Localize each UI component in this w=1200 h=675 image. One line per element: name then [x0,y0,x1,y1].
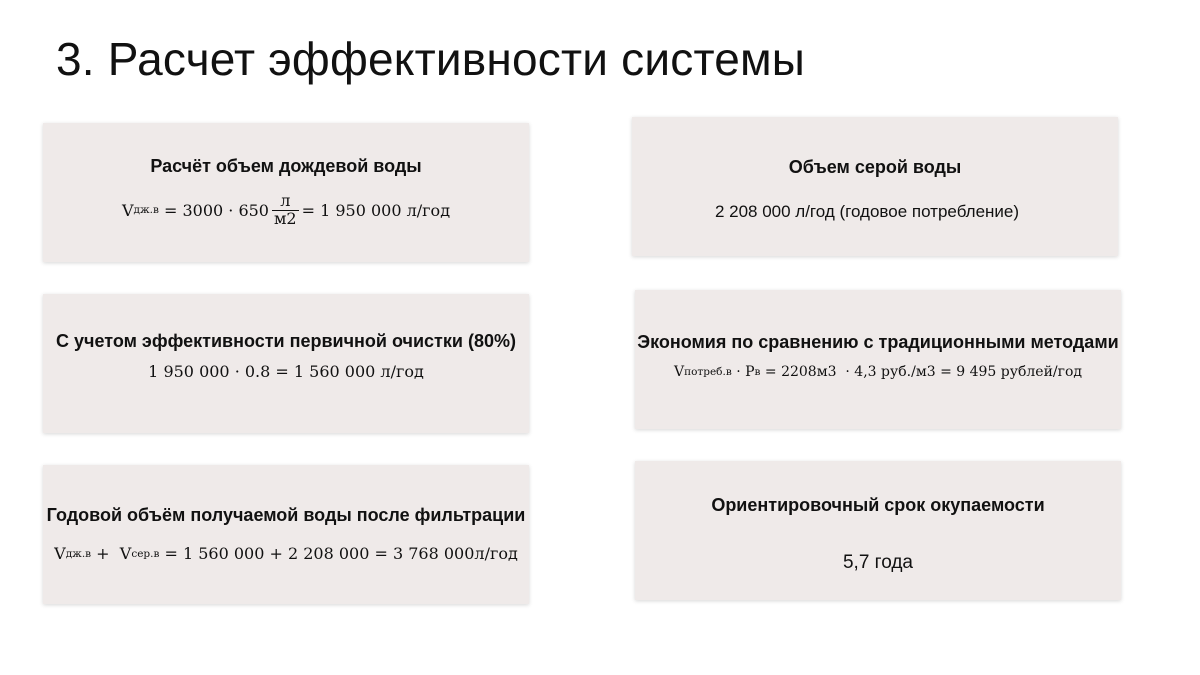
formula-symbol: V [673,364,685,380]
formula-symbol: V [121,200,134,220]
card-gray-water [632,117,1118,256]
formula-symbol: V [54,544,66,563]
formula-subscript: дж.в [65,547,92,560]
card-heading: Ориентировочный срок окупаемости [711,495,1045,515]
fraction-denominator: м2 [273,208,297,228]
savings-formula [674,364,1082,380]
card-heading: С учетом эффективности первичной очистки (80%) [56,331,516,351]
card-payback [635,461,1121,600]
rainwater-formula [122,193,450,228]
card-rainwater-volume [43,123,529,262]
card-heading: Объем серой воды [788,157,962,177]
formula-symbol: V [119,544,132,563]
fraction-numerator: л [280,191,291,210]
slide-title: 3. Расчет эффективности системы [56,33,806,85]
formula-result: = 2208м3 · 4,3 руб./м3 = 9 495 рублей/год [760,364,1083,380]
formula-operator: · [731,364,746,380]
primary-cleaning-formula: 1 950 000 · 0.8 = 1 560 000 л/год [148,362,424,381]
card-savings [635,290,1121,429]
gray-water-value: 2 208 000 л/год (годовое потребление) [714,202,1020,221]
formula-result: = 1 950 000 л/год [301,200,451,220]
formula-subscript: в [754,366,761,378]
formula-fraction [272,193,299,228]
card-heading: Расчёт объем дождевой воды [150,156,422,176]
annual-volume-formula [54,544,518,563]
formula-symbol: P [745,364,755,380]
payback-value: 5,7 года [842,552,913,573]
formula-operator: + [91,544,120,563]
formula-result: = 1 560 000 + 2 208 000 = 3 768 000л/год [159,544,518,563]
card-heading: Годовой объём получаемой воды после фильтрации [46,505,526,525]
card-primary-cleaning [43,294,529,433]
formula-subscript: сер.в [131,547,160,560]
formula-subscript: дж.в [133,204,159,217]
formula-part: = 3000 · 650 [158,200,269,220]
card-annual-volume [43,465,529,604]
formula-subscript: потреб.в [684,366,732,378]
card-heading: Экономия по сравнению с традиционными методами [637,332,1119,352]
